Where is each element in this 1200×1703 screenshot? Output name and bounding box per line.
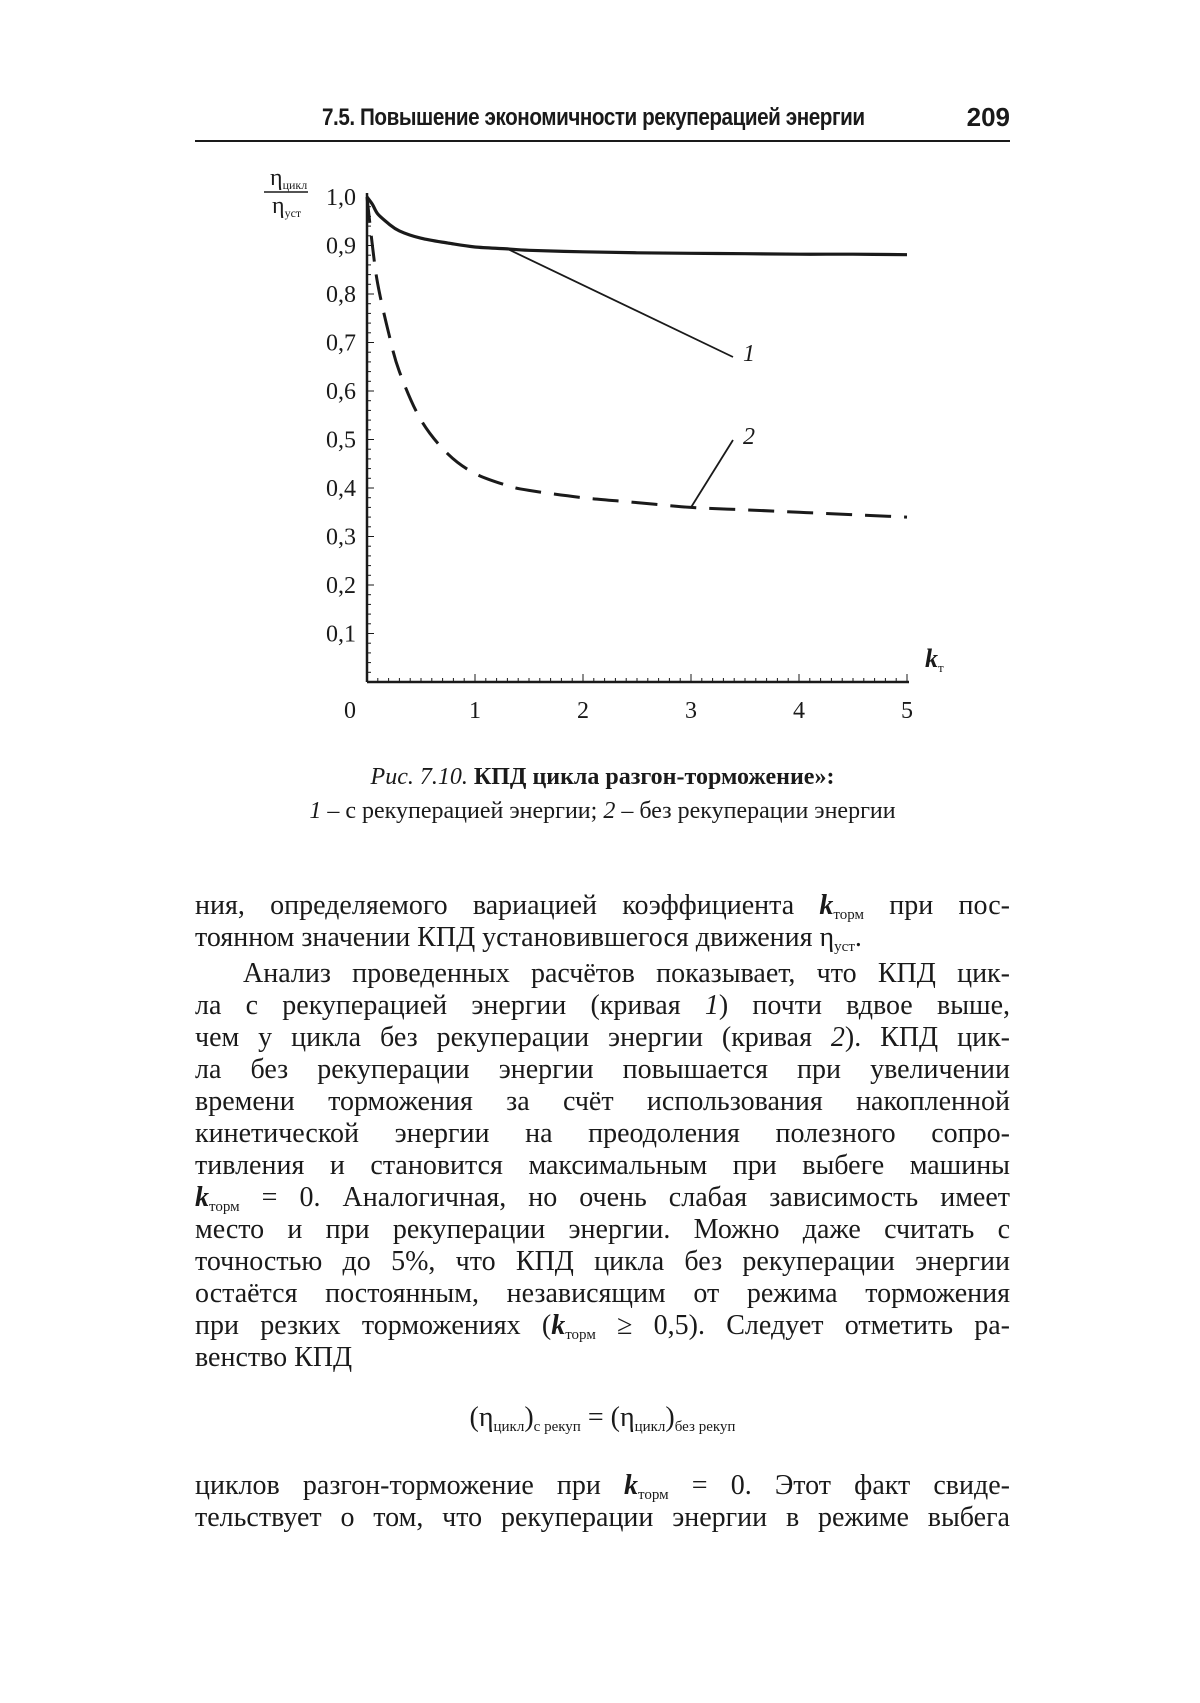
x-axis-label: kт <box>925 644 944 675</box>
x-tick-label: 3 <box>685 698 697 724</box>
chart-axes <box>367 193 909 682</box>
text-line: венство КПД <box>195 1342 353 1373</box>
annotation-leader-1 <box>507 249 733 357</box>
paragraph-1 <box>195 890 1010 954</box>
y-tick-label: 0,8 <box>326 282 356 308</box>
text-line: кинетической энергии на преодоления полезного сопро- <box>195 1118 1010 1149</box>
y-tick-label: 1,0 <box>326 185 356 211</box>
y-tick-label: 0,1 <box>326 621 356 648</box>
y-label-numerator: ηцикл <box>270 165 308 192</box>
x-tick-label: 1 <box>469 698 481 724</box>
legend-text-1: – с рекуперацией энергии; <box>321 798 604 824</box>
chart-annotations <box>507 249 755 508</box>
equation: $(\eta_{цикл})_{с рекуп} = (\eta_{цикл})_{без рекуп}$ <box>469 1402 736 1435</box>
x-tick-labels <box>344 698 913 724</box>
text-line: точностью до 5%, что КПД цикла без рекуперации энергии <box>195 1246 1010 1277</box>
text-line: остаётся постоянным, независящим от режима торможения <box>195 1278 1010 1309</box>
figure-title: КПД цикла разгон-торможение»: <box>473 764 835 790</box>
paragraph-2 <box>195 958 1010 1374</box>
y-tick-label: 0,7 <box>326 330 356 357</box>
legend-num-1: 1 <box>309 798 322 824</box>
text-line: место и при рекуперации энергии. Можно даже считать с <box>195 1214 1010 1245</box>
figure-number: Рис. 7.10. <box>370 764 468 790</box>
y-label-denominator: ηуст <box>272 193 302 220</box>
text-line: времени торможения за счёт использования накопленной <box>195 1086 1010 1117</box>
paragraph-3 <box>195 1470 1010 1534</box>
text-line: ния, определяемого вариацией коэффициента $k_{торм}$ при пос- <box>195 890 1010 923</box>
y-axis-label <box>264 165 308 220</box>
text-line: ла без рекуперации энергии повышается при увеличении <box>195 1054 1010 1085</box>
series-line-2 <box>367 197 907 517</box>
text-line: ла с рекуперацией энергии (кривая 1) почти вдвое выше, <box>195 990 1010 1021</box>
y-tick-label: 0,2 <box>326 573 356 599</box>
y-tick-labels <box>326 185 356 648</box>
legend-num-2: 2 <box>603 798 616 824</box>
page-number: 209 <box>966 102 1010 132</box>
legend-text-2: – без рекуперации энергии <box>615 798 896 824</box>
y-tick-label: 0,6 <box>326 379 356 405</box>
text-line: $k_{торм} = 0$. Аналогичная, но очень слабая зависимость имеет <box>195 1182 1010 1215</box>
efficiency-chart <box>0 0 1200 740</box>
x-tick-label: 2 <box>577 698 589 724</box>
section-title: 7.5. Повышение экономичности рекуперацией энергии <box>322 104 865 131</box>
text-line: циклов разгон-торможение при $k_{торм} = 0$. Этот факт свиде- <box>195 1470 1010 1503</box>
series-line-1 <box>367 197 907 255</box>
annotation-label-2: 2 <box>743 424 755 450</box>
y-tick-label: 0,9 <box>326 233 356 260</box>
y-tick-label: 0,4 <box>326 476 356 502</box>
figure-caption-title <box>195 764 1010 791</box>
y-tick-label: 0,5 <box>326 427 356 454</box>
text-line: тоянном значении КПД установившегося движения $\eta_{уст}$. <box>195 922 862 955</box>
figure-caption-legend <box>195 798 1010 825</box>
chart-series <box>367 197 907 517</box>
text-line: при резких торможениях $(k_{торм} \ge 0,5)$. Следует отметить ра- <box>195 1310 1010 1343</box>
text-line: чем у цикла без рекуперации энергии (кривая 2). КПД цик- <box>195 1022 1010 1053</box>
text-line: тивления и становится максимальным при выбеге машины <box>195 1150 1010 1181</box>
x-tick-label: 4 <box>793 698 805 724</box>
y-tick-label: 0,3 <box>326 524 356 551</box>
annotation-leader-2 <box>691 440 733 507</box>
x-tick-label: 5 <box>901 698 913 724</box>
x-tick-label: 0 <box>344 698 356 724</box>
text-line: тельствует о том, что рекуперации энергии в режиме выбега <box>195 1502 1010 1533</box>
text-line: Анализ проведенных расчётов показывает, что КПД цик- <box>243 958 1010 989</box>
annotation-label-1: 1 <box>743 341 755 367</box>
